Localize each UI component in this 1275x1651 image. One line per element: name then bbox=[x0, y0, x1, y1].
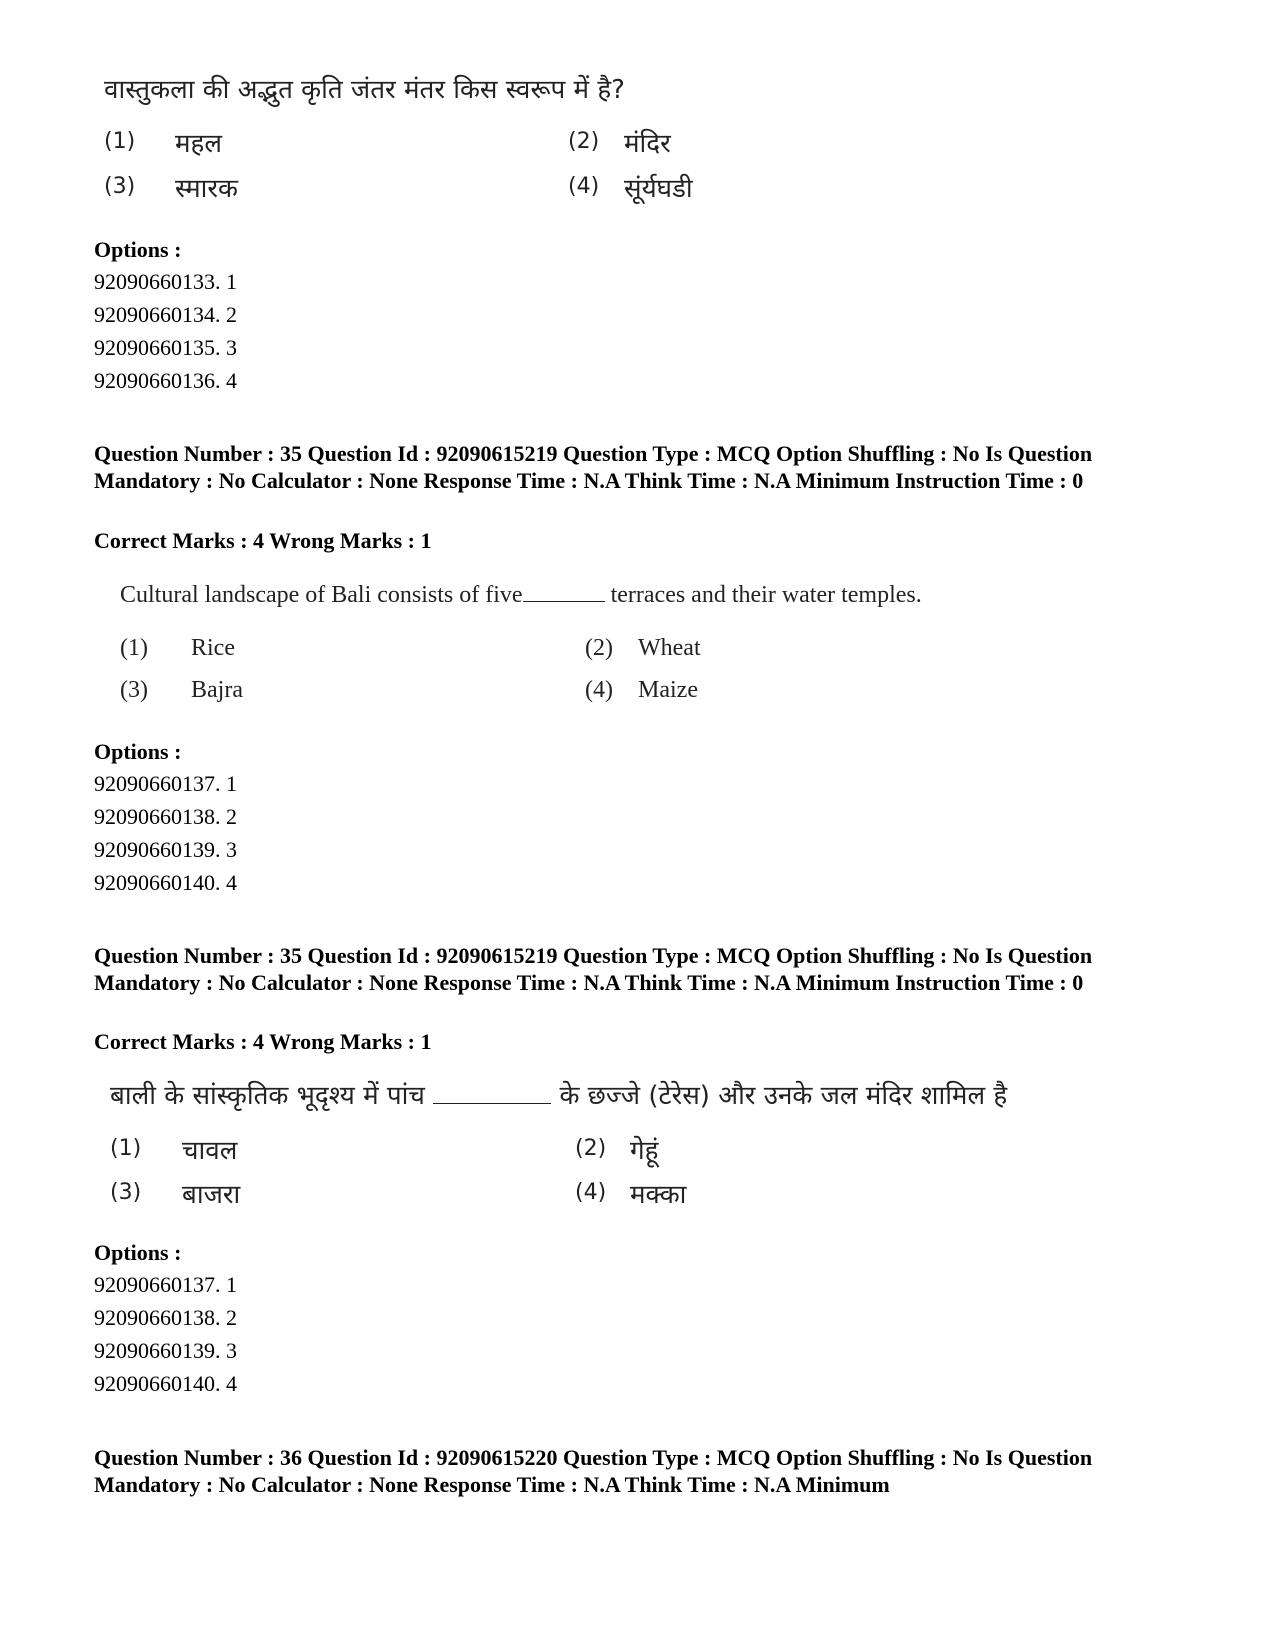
question-text-start: बाली के सांस्कृतिक भूदृश्य में पांच bbox=[110, 1081, 434, 1111]
choice-number: (2) bbox=[585, 635, 613, 661]
choice-text: सूंर्यघडी bbox=[624, 174, 693, 204]
choice-text: Wheat bbox=[638, 635, 701, 661]
choice-number: (4) bbox=[575, 1180, 607, 1205]
question-meta: Question Number : 35 Question Id : 92090615219 Question Type : MCQ Option Shuffling : No Is Question Mandatory : No Calculator : None Response Time : N.A Think Time : N.A Minimum Instruction Time : 0 bbox=[94, 943, 1093, 995]
answer-blank bbox=[433, 1103, 551, 1104]
option-item: 92090660140. 4 bbox=[94, 1371, 237, 1396]
question-marks: Correct Marks : 4 Wrong Marks : 1 bbox=[94, 1029, 432, 1054]
choice-text: Rice bbox=[191, 635, 235, 661]
choice-number: (1) bbox=[110, 1136, 142, 1161]
options-list bbox=[94, 265, 237, 397]
question-text-end: terraces and their water temples. bbox=[604, 582, 922, 608]
choice-number: (3) bbox=[110, 1180, 142, 1205]
choice-number: (4) bbox=[568, 174, 600, 199]
answer-blank bbox=[523, 601, 605, 602]
option-item: 92090660139. 3 bbox=[94, 1338, 237, 1363]
question-marks: Correct Marks : 4 Wrong Marks : 1 bbox=[94, 528, 432, 553]
choice-text: मक्का bbox=[630, 1180, 687, 1210]
choice-text: मंदिर bbox=[624, 129, 671, 159]
choice-text: Bajra bbox=[191, 677, 243, 703]
options-list bbox=[94, 767, 237, 899]
option-item: 92090660137. 1 bbox=[94, 1272, 237, 1297]
choice-number: (2) bbox=[568, 129, 600, 154]
options-label: Options : bbox=[94, 1240, 182, 1265]
option-item: 92090660138. 2 bbox=[94, 804, 237, 829]
option-item: 92090660136. 4 bbox=[94, 368, 237, 393]
choice-number: (3) bbox=[104, 174, 136, 199]
option-item: 92090660140. 4 bbox=[94, 870, 237, 895]
option-item: 92090660135. 3 bbox=[94, 335, 237, 360]
choice-number: (1) bbox=[120, 635, 148, 661]
choice-number: (2) bbox=[575, 1136, 607, 1161]
choice-text: बाजरा bbox=[182, 1180, 241, 1210]
question-text-start: Cultural landscape of Bali consists of five bbox=[120, 582, 523, 608]
question-meta: Question Number : 36 Question Id : 92090615220 Question Type : MCQ Option Shuffling : No Is Question Mandatory : No Calculator : None Response Time : N.A Think Time : N.A Minimum bbox=[94, 1445, 1093, 1497]
option-item: 92090660137. 1 bbox=[94, 771, 237, 796]
question-text bbox=[120, 582, 922, 609]
question-meta: Question Number : 35 Question Id : 92090615219 Question Type : MCQ Option Shuffling : No Is Question Mandatory : No Calculator : None Response Time : N.A Think Time : N.A Minimum Instruction Time : 0 bbox=[94, 441, 1093, 493]
option-item: 92090660134. 2 bbox=[94, 302, 237, 327]
choice-text: चावल bbox=[182, 1136, 238, 1166]
choice-number: (4) bbox=[585, 677, 613, 703]
options-label: Options : bbox=[94, 237, 182, 262]
question-text bbox=[110, 1076, 1007, 1112]
choice-text: गेहूं bbox=[630, 1136, 659, 1166]
option-item: 92090660139. 3 bbox=[94, 837, 237, 862]
choice-text: महल bbox=[175, 129, 222, 159]
question-text-end: के छज्जे (टेरेस) और उनके जल मंदिर शामिल है bbox=[551, 1081, 1008, 1111]
options-label: Options : bbox=[94, 739, 182, 764]
option-item: 92090660133. 1 bbox=[94, 269, 237, 294]
choice-text: स्मारक bbox=[175, 174, 238, 204]
choice-text: Maize bbox=[638, 677, 698, 703]
options-list bbox=[94, 1268, 237, 1400]
question-text: वास्तुकला की अद्भुत कृति जंतर मंतर किस स्वरूप में है? bbox=[104, 75, 625, 105]
option-item: 92090660138. 2 bbox=[94, 1305, 237, 1330]
choice-number: (1) bbox=[104, 129, 136, 154]
choice-number: (3) bbox=[120, 677, 148, 703]
